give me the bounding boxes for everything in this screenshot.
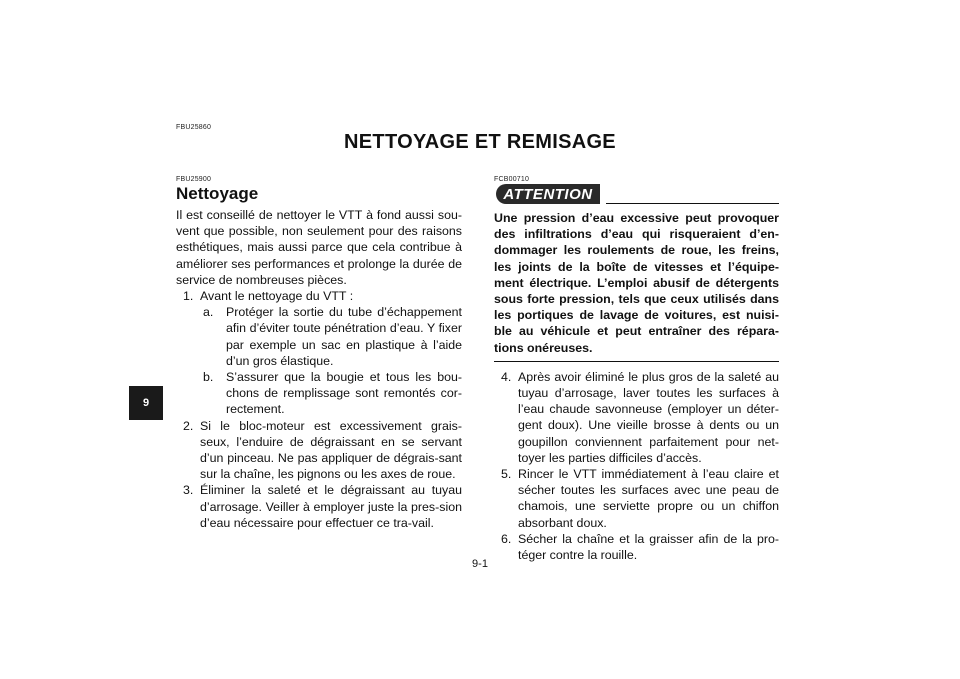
intro-paragraph: Il est conseillé de nettoyer le VTT à fond aussi sou-vent que possible, non seulement pour des raisons esthétiques, mais aussi parce que cela contribue à améliorer ses performances et prolonge la durée de service de nombreuses pièces. (176, 208, 462, 287)
attention-badge: ATTENTION (496, 184, 600, 204)
item-text: Avant le nettoyage du VTT : (200, 289, 354, 304)
item-text: Après avoir éliminé le plus gros de la saleté au tuyau d’arrosage, laver toutes les surfaces à l’eau chaude savonneuse (employer un déter-gent doux). Une vieille brosse à dents ou un goupillon conviennent parfaitement pour net-toyer les parties difficiles d’accès. (518, 369, 779, 465)
section-title: Nettoyage (176, 184, 259, 203)
item-number: 1. (183, 289, 194, 304)
item-text: Éliminer la saleté et le dégraissant au tuyau d’arrosage. Veiller à employer juste la pres-sion d’eau nécessaire pour effectuer ce tra-vail. (200, 483, 462, 530)
attention-header (494, 184, 779, 206)
item-text: Sécher la chaîne et la graisser afin de la pro-téger contre la rouille. (518, 531, 779, 563)
subsection-code: FBU25900 (176, 176, 212, 183)
item-letter: a. (203, 305, 214, 320)
attention-text: Une pression d’eau excessive peut provoquer des infiltrations d’eau qui risqueraient d’en-dommager les roulements de roue, les freins, les joints de la boîte de vitesses et l’équipe-ment électrique. L’emploi abusif de détergents sous forte pression, tels que ceux utilisés dans les portiques de lavage de voitures, est nuisi-ble au véhicule et peut entraîner des répara-tions onéreuses. (494, 211, 779, 355)
item-text: Si le bloc-moteur est excessivement grais-seux, l’enduire de dégraissant en se servant d’un pinceau. Ne pas appliquer de dégrais-sant sur la chaîne, les pignons ou les axes de roue. (200, 418, 462, 482)
attention-rule-bottom (494, 361, 779, 362)
list-item (176, 418, 462, 483)
caution-code: FCB00710 (494, 176, 530, 183)
list-item (494, 466, 779, 531)
item-letter: b. (203, 370, 214, 385)
item-number: 2. (183, 418, 194, 433)
item-text: Rincer le VTT immédiatement à l’eau claire et sécher toutes les surfaces avec une peau de chamois, une serviette propre ou un chiffon absorbant doux. (518, 467, 779, 530)
attention-rule (606, 203, 779, 204)
sub-list-item (176, 369, 462, 418)
chapter-tab: 9 (129, 386, 163, 420)
left-column (176, 176, 462, 531)
sub-list-item (176, 304, 462, 369)
item-text: Protéger la sortie du tube d’échappement afin d’éviter toute pénétration d’eau. Y fixer par exemple un sac en plastique à l’aide d’un gros élastique. (226, 305, 462, 368)
item-number: 4. (501, 369, 512, 384)
list-item (494, 369, 779, 466)
item-text: S’assurer que la bougie et tous les bou-chons de remplissage sont remontés cor-rectement. (226, 370, 462, 417)
right-column (494, 176, 779, 563)
section-code: FBU25860 (176, 124, 212, 131)
page-title: NETTOYAGE ET REMISAGE (344, 131, 616, 153)
item-number: 6. (501, 531, 512, 546)
list-item (176, 288, 462, 304)
page-number: 9-1 (472, 558, 488, 570)
list-item (176, 482, 462, 531)
item-number: 3. (183, 483, 194, 498)
item-number: 5. (501, 467, 512, 482)
